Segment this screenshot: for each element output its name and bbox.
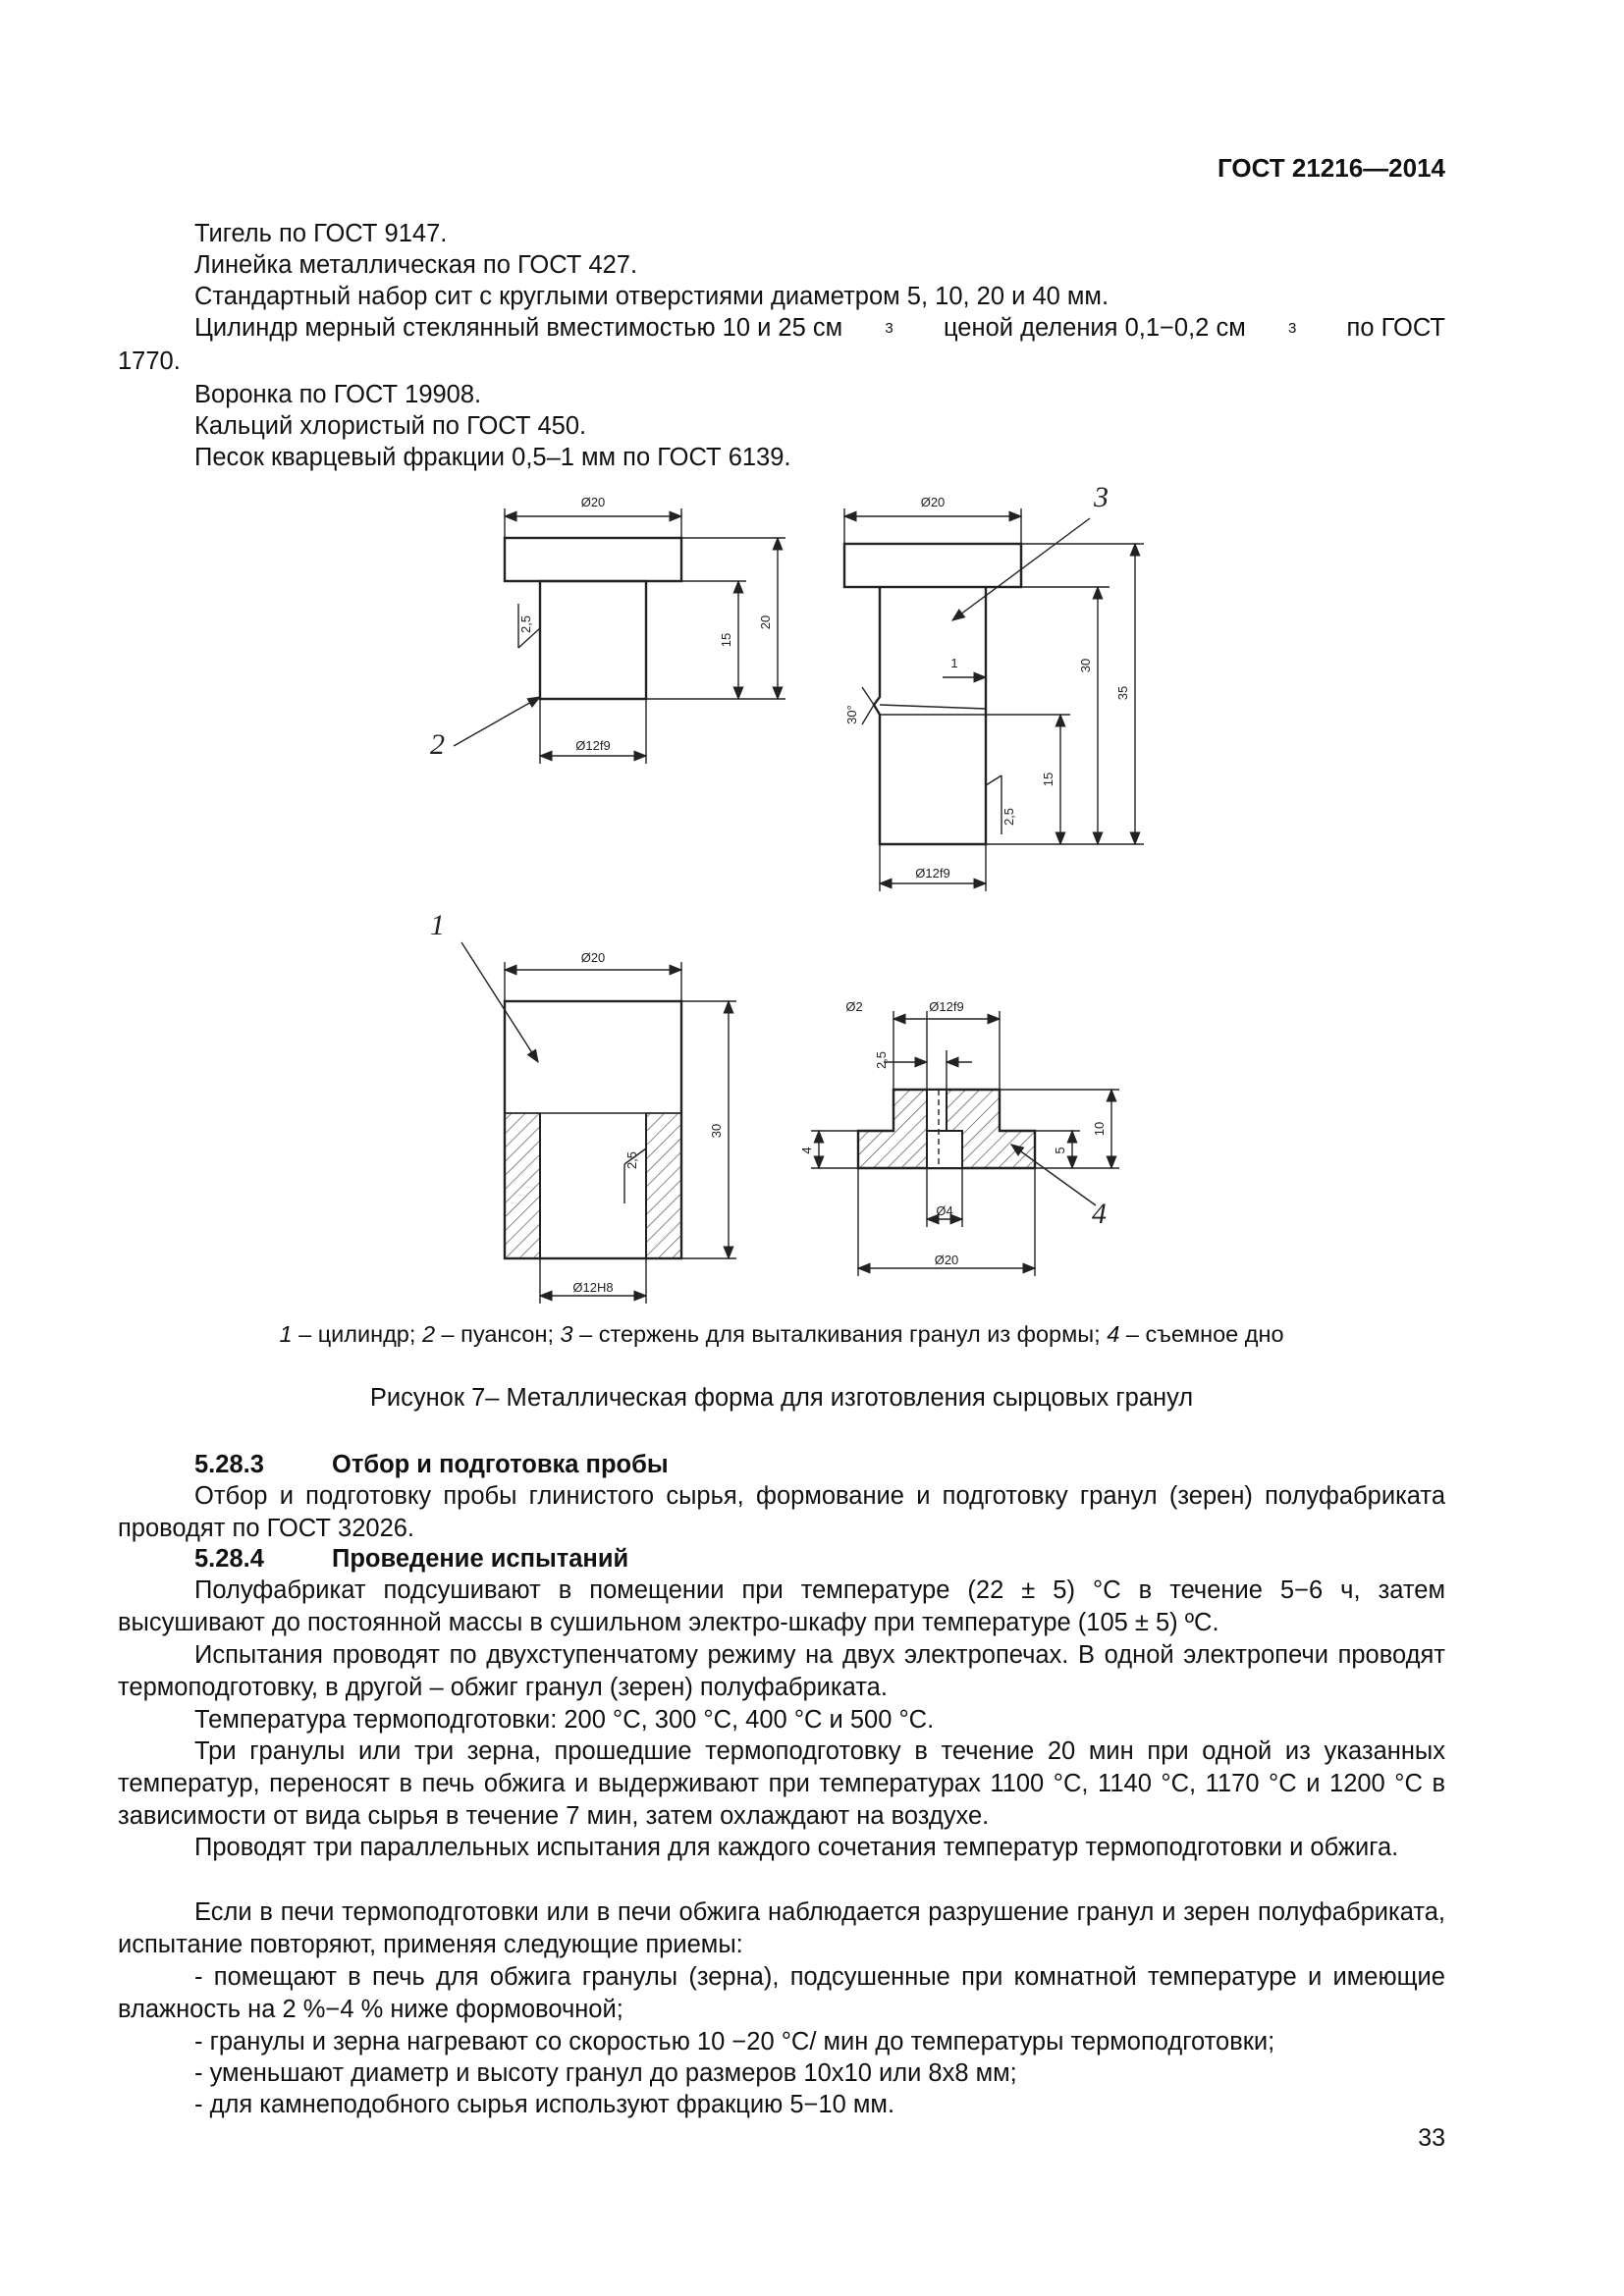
dim-1: 1 (950, 656, 958, 670)
legend-number: 1 (279, 1321, 293, 1347)
part-label-1: 1 (430, 909, 445, 941)
superscript: 3 (885, 320, 893, 337)
dim-20: 20 (758, 614, 773, 630)
dim-2-5: 2,5 (1001, 807, 1016, 827)
paragraph: Температура термоподготовки: 200 °С, 300 °С, 400 °С и 500 °С. (194, 1706, 935, 1734)
dim-angle-30: 30° (844, 705, 859, 724)
section-number: 5.28.3 (194, 1451, 264, 1478)
legend-text: – пуансон; (435, 1321, 561, 1347)
section-title: Отбор и подготовка пробы (332, 1451, 669, 1478)
dim-15: 15 (719, 632, 733, 648)
equipment-line: Тигель по ГОСТ 9147. (194, 220, 448, 247)
dim-diameter-20: Ø20 (580, 950, 606, 965)
cylinder-text-a: Цилиндр мерный стеклянный вместимостью 10 и 25 см (194, 314, 843, 342)
section-title: Проведение испытаний (332, 1545, 629, 1573)
figure-caption: Рисунок 7– Металлическая форма для изготовления сырцовых гранул (369, 1384, 1194, 1412)
paragraph: Отбор и подготовку пробы глинистого сырья, формование и подготовку гранул (зерен) полуфабриката проводят по ГОСТ 32026. (118, 1482, 1445, 1542)
page-number: 33 (1418, 2124, 1445, 2152)
section-heading-5283 (194, 1449, 669, 1481)
equipment-line: Линейка металлическая по ГОСТ 427. (194, 251, 638, 279)
section-heading-5284 (194, 1543, 628, 1575)
list-item: - для камнеподобного сырья используют фракцию 5−10 мм. (194, 2091, 895, 2118)
part-label-3: 3 (1094, 481, 1109, 513)
dim-2-5: 2,5 (874, 1050, 889, 1070)
figure-legend (118, 1321, 1445, 1348)
dim-diameter-4: Ø4 (936, 1203, 953, 1218)
superscript: 3 (1287, 320, 1297, 337)
ejector-rod-part (844, 508, 1144, 891)
dim-diameter-20: Ø20 (934, 1253, 959, 1267)
list-item: - гранулы и зерна нагревают со скоростью 10 −20 °С/ мин до температуры термоподготовки; (194, 2028, 1275, 2056)
dim-diameter-12f9: Ø12f9 (575, 738, 611, 753)
equipment-line: Песок кварцевый фракции 0,5–1 мм по ГОСТ 6139. (194, 444, 791, 471)
legend-number: 3 (560, 1321, 573, 1347)
equipment-line: Воронка по ГОСТ 19908. (194, 381, 482, 408)
section-number: 5.28.4 (194, 1545, 264, 1573)
part-label-2: 2 (430, 728, 445, 761)
paragraph: Если в печи термоподготовки или в печи обжига наблюдается разрушение гранул и зерен полуфабриката, испытание повторяют, применяя следующие приемы: (118, 1898, 1445, 1958)
dim-30: 30 (1078, 658, 1093, 673)
dim-35: 35 (1115, 685, 1130, 701)
equipment-line-cont: 1770. (118, 347, 181, 375)
legend-number: 2 (421, 1321, 436, 1347)
dim-diameter-12h8: Ø12H8 (572, 1280, 614, 1295)
removable-bottom-part (811, 1011, 1119, 1276)
dim-diameter-12f9: Ø12f9 (929, 999, 964, 1014)
list-item: - уменьшают диаметр и высоту гранул до размеров 10х10 или 8х8 мм; (194, 2059, 1017, 2087)
dim-30: 30 (709, 1123, 724, 1139)
part-label-4: 4 (1092, 1198, 1107, 1230)
cylinder-text-c: по ГОСТ (1346, 314, 1445, 342)
dim-diameter-12f9: Ø12f9 (915, 866, 950, 881)
dim-diameter-20: Ø20 (920, 495, 946, 509)
paragraph: Испытания проводят по двухступенчатому режиму на двух электропечах. В одной электропечи проводят термоподготовку, в другой – обжиг гранул (зерен) полуфабриката. (118, 1641, 1445, 1701)
dim-10: 10 (1092, 1121, 1107, 1137)
legend-number: 4 (1107, 1321, 1120, 1347)
paragraph: Три гранулы или три зерна, прошедшие термоподготовку в течение 20 мин при одной из указанных температур, переносят в печь обжига и выдерживают при температурах 1100 °С, 1140 °С, 1170 °С и 1200 °С в зависимости от вида сырья в течение 7 мин, затем охлаждают на воздухе. (118, 1737, 1445, 1830)
punch-part (454, 508, 785, 764)
dim-4: 4 (799, 1147, 814, 1154)
document-header: ГОСТ 21216—2014 (1218, 153, 1445, 183)
cylinder-text-b: ценой деления 0,1−0,2 см (943, 314, 1246, 342)
list-item: - помещают в печь для обжига гранулы (зерна), подсушенные при комнатной температуре и имеющие влажность на 2 %−4 % ниже формовочной; (118, 1963, 1445, 2023)
equipment-line: Кальций хлористый по ГОСТ 450. (194, 412, 587, 440)
paragraph: Проводят три параллельных испытания для каждого сочетания температур термоподготовки и обжига. (194, 1834, 1399, 1861)
equipment-line: Стандартный набор сит с круглыми отверстиями диаметром 5, 10, 20 и 40 мм. (194, 283, 1110, 310)
dim-5: 5 (1053, 1147, 1067, 1154)
legend-text: – съемное дно (1119, 1321, 1284, 1347)
legend-text: – цилиндр; (292, 1321, 422, 1347)
legend-text: – стержень для выталкивания гранул из формы; (572, 1321, 1108, 1347)
paragraph: Полуфабрикат подсушивают в помещении при температуре (22 ± 5) °С в течение 5−6 ч, затем высушивают до постоянной массы в сушильном электро-шкафу при температуре (105 ± 5) ºС. (118, 1576, 1445, 1636)
dim-2-5: 2,5 (518, 614, 533, 634)
cylinder-part (461, 942, 736, 1304)
dim-2-5: 2,5 (624, 1150, 639, 1170)
dim-diameter-20: Ø20 (580, 495, 606, 509)
dim-diameter-2: Ø2 (845, 999, 863, 1014)
dim-15: 15 (1041, 772, 1056, 787)
